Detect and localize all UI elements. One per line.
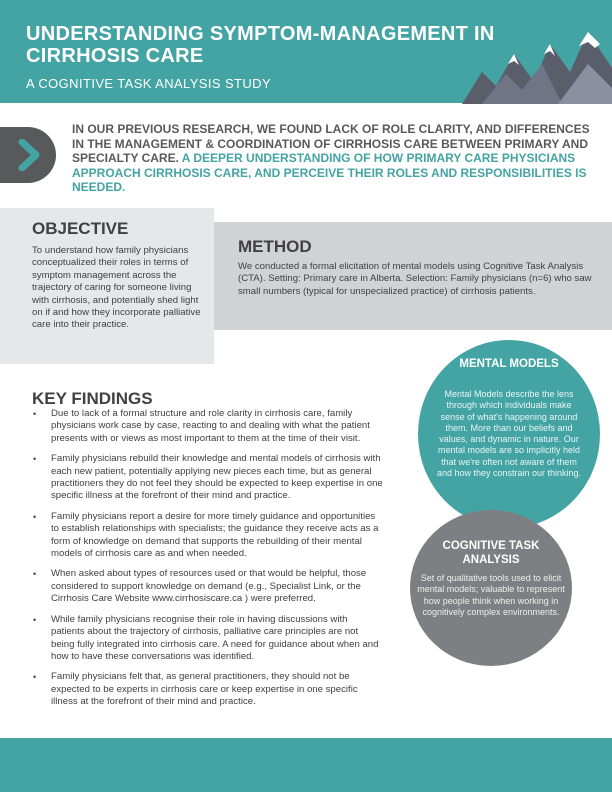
objective-section [0,208,214,364]
key-findings-heading: KEY FINDINGS [32,389,153,408]
objective-heading: OBJECTIVE [32,219,129,238]
method-text: We conducted a formal elicitation of mental models using Cognitive Task Analysis (CTA). Setting: Primary care in Alberta. Selection: Family physicians (n=6) who saw small numbers (typical for unspecialized practice) of cirrhosis patients. [238,261,592,297]
intro-statement-dark: IN OUR PREVIOUS RESEARCH, WE FOUND LACK OF ROLE CLARITY, AND DIFFERENCES IN THE MANAGEMENT & COORDINATION OF CIRRHOSIS CARE BETWEEN PRIMARY AND SPECIALTY CARE. [72,122,590,165]
mental-models-text: Mental Models describe the lens through which individuals make sense of what's happening around them. More than our beliefs and values, and dynamic in nature. Our mental models are so implicitly held that we're often not aware of them and how they constrain our thinking. [436,389,582,479]
mental-models-circle [418,340,600,528]
method-section [214,222,612,330]
intro-chevron-badge [0,127,56,183]
key-finding-item: • Due to lack of a formal structure and role clarity in cirrhosis care, family physicians work case by case, reacting to and dealing with what the patient presents with or views as most important to them at the time of their visit. [33,408,383,445]
header-banner [0,0,612,103]
page-title: UNDERSTANDING SYMPTOM-MANAGEMENT IN CIRRHOSIS CARE [26,23,495,67]
key-finding-item: • While family physicians recognise their role in having discussions with patients about the trajectory of cirrhosis, palliative care principles are not being fully integrated into cirrhosis care. A need for guidance about when and how to have these conversations was identified. [33,614,383,664]
footer-band [0,738,612,792]
key-finding-item: • Family physicians rebuild their knowledge and mental models of cirrhosis with each new patient, potentially applying new pieces each time, but as general practitioners they do not feel they should be expected to keep expertise in one specific illness at the forefront of their mind and practice. [33,453,383,503]
cta-text: Set of qualitative tools used to elicit mental models; valuable to represent how people think when working in cognitively complex environments. [417,573,565,617]
method-heading: METHOD [238,237,312,256]
key-finding-item: • Family physicians report a desire for more timely guidance and opportunities to establish relationships with specialists; the guidance they receive acts as a form of knowledge on demand that supports the rebuilding of their mental models of cirrhosis care as and when needed. [33,511,383,561]
mountain-icon [462,24,612,104]
chevron-right-icon [16,139,44,171]
objective-text: To understand how family physicians conceptualized their roles in terms of symptom management across the trajectory of caring for someone living with cirrhosis, and potentially shed light on if and how they incorporate palliative care into their practice. [32,245,201,331]
intro-statement [72,122,592,195]
key-finding-item: • When asked about types of resources used or that would be helpful, those considered to support knowledge on demand (e.g., Specialist Link, or the Cirrhosis Care Website www.cirrhosiscare.ca ) were preferred. [33,568,383,605]
mental-models-heading: MENTAL MODELS [459,358,559,370]
key-findings-list [33,408,383,717]
cta-circle [410,510,572,666]
key-finding-item: • Family physicians felt that, as general practitioners, they should not be expected to be experts in cirrhosis care or keep expertise in one specific illness at the forefront of their mind and practice. [33,671,383,708]
intro-statement-highlight: A DEEPER UNDERSTANDING OF HOW PRIMARY CARE PHYSICIANS APPROACH CIRRHOSIS CARE, AND PERCEIVE THEIR ROLES AND RESPONSIBILITIES IS NEEDED. [72,151,587,194]
cta-heading: COGNITIVE TASK ANALYSIS [442,540,540,566]
page-subtitle: A COGNITIVE TASK ANALYSIS STUDY [26,76,272,91]
